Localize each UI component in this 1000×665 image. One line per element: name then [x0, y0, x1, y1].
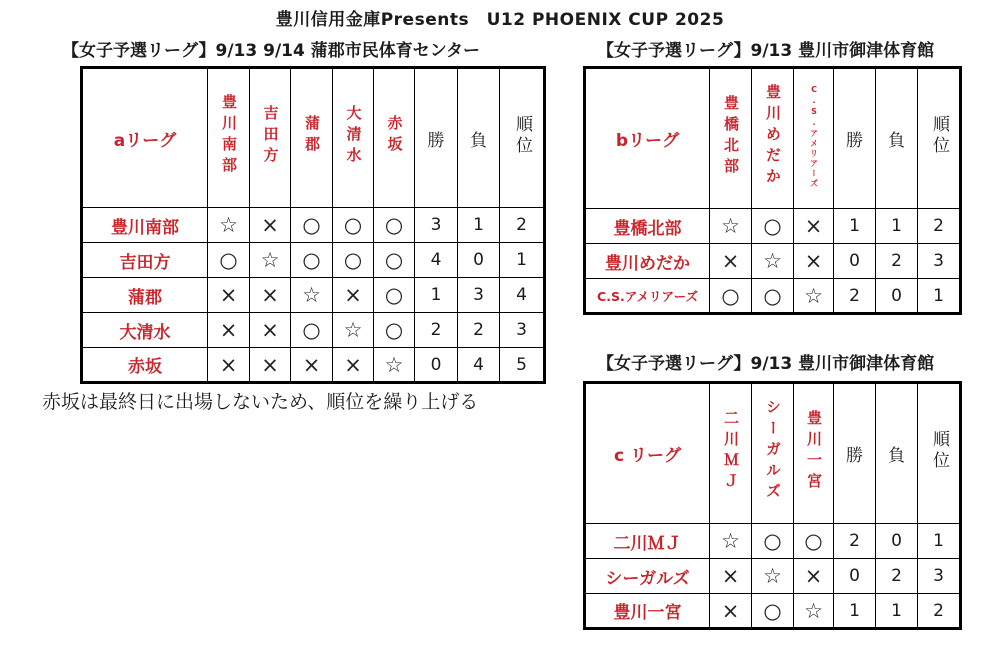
team-name-cell: 豊川めだか: [585, 244, 710, 279]
match-result-cell: ☆: [710, 524, 752, 559]
opponent-header: [208, 68, 250, 208]
rank-cell: 2: [500, 208, 545, 243]
opponent-header: [794, 68, 834, 209]
match-result-cell: ☆: [710, 209, 752, 244]
opponent-header-label: 豊川めだか: [764, 84, 782, 189]
match-result-cell: ×: [250, 348, 291, 383]
team-name-cell: 蒲郡: [82, 278, 208, 313]
losses-cell: 1: [458, 208, 500, 243]
match-result-cell: ×: [710, 244, 752, 279]
rank-header-label: 順位: [929, 430, 949, 472]
match-result-cell: ○: [291, 243, 333, 278]
wins-cell: 1: [415, 278, 458, 313]
team-name-cell: 赤坂: [82, 348, 208, 383]
opponent-header: [752, 383, 794, 524]
team-name-cell: 豊川南部: [82, 208, 208, 243]
losses-cell: 1: [876, 209, 918, 244]
league-c-header-row: [585, 383, 961, 524]
losses-cell: 3: [458, 278, 500, 313]
opponent-header-label: 豊橋北部: [722, 94, 740, 179]
match-result-cell: ☆: [333, 313, 374, 348]
league-a-table: [80, 66, 546, 384]
league-a-header-row: [82, 68, 545, 208]
table-row: [585, 594, 961, 629]
match-result-cell: ○: [208, 243, 250, 278]
rank-cell: 1: [918, 524, 961, 559]
match-result-cell: ×: [333, 278, 374, 313]
team-name-cell: 二川ＭＪ: [585, 524, 710, 559]
opponent-header: [710, 383, 752, 524]
match-result-cell: ○: [374, 208, 415, 243]
match-result-cell: ☆: [794, 594, 834, 629]
match-result-cell: ○: [374, 243, 415, 278]
match-result-cell: ×: [794, 209, 834, 244]
match-result-cell: ○: [794, 524, 834, 559]
opponent-header-label: 赤坂: [385, 115, 404, 157]
table-row: [585, 559, 961, 594]
opponent-header-label: シーガルズ: [764, 399, 782, 504]
league-b-subtitle: 【女子予選リーグ】9/13 豊川市御津体育館: [597, 41, 935, 61]
team-name-cell: 豊川一宮: [585, 594, 710, 629]
table-row: [585, 244, 961, 279]
league-b-header-row: [585, 68, 961, 209]
team-name-cell: 豊橋北部: [585, 209, 710, 244]
match-result-cell: ☆: [794, 279, 834, 314]
wins-header: 勝: [834, 68, 876, 209]
league-b-table: [583, 66, 962, 315]
rank-header-label: 順位: [512, 114, 532, 157]
table-row: [585, 279, 961, 314]
opponent-header: [291, 68, 333, 208]
league-c-subtitle: 【女子予選リーグ】9/13 豊川市御津体育館: [597, 354, 935, 374]
opponent-header-label: 豊川一宮: [805, 409, 823, 494]
match-result-cell: ×: [794, 244, 834, 279]
match-result-cell: ○: [752, 594, 794, 629]
match-result-cell: ○: [752, 279, 794, 314]
rank-cell: 3: [500, 313, 545, 348]
opponent-header: [710, 68, 752, 209]
match-result-cell: ☆: [752, 244, 794, 279]
losses-header: 負: [876, 68, 918, 209]
league-b-label: bリーグ: [585, 68, 710, 209]
team-name-cell: C.S.アメリアーズ: [585, 279, 710, 314]
match-result-cell: ○: [752, 209, 794, 244]
league-a-subtitle: 【女子予選リーグ】9/13 9/14 蒲郡市民体育センター: [62, 41, 481, 61]
opponent-header-label: 吉田方: [261, 104, 280, 168]
rank-cell: 2: [918, 209, 961, 244]
match-result-cell: ×: [208, 348, 250, 383]
wins-header: 勝: [834, 383, 876, 524]
rank-cell: 1: [500, 243, 545, 278]
table-row: [585, 524, 961, 559]
page-title: 豊川信用金庫Presents U12 PHOENIX CUP 2025: [275, 10, 725, 30]
league-a-note: 赤坂は最終日に出場しないため、順位を繰り上げる: [42, 391, 479, 413]
team-name-cell: 大清水: [82, 313, 208, 348]
match-result-cell: ○: [291, 313, 333, 348]
table-row: [82, 208, 545, 243]
match-result-cell: ○: [333, 243, 374, 278]
rank-cell: 3: [918, 559, 961, 594]
opponent-header: [374, 68, 415, 208]
table-row: [82, 278, 545, 313]
match-result-cell: ○: [333, 208, 374, 243]
team-name-cell: シーガルズ: [585, 559, 710, 594]
match-result-cell: ×: [291, 348, 333, 383]
wins-cell: 4: [415, 243, 458, 278]
table-row: [82, 243, 545, 278]
losses-cell: 1: [876, 594, 918, 629]
match-result-cell: ☆: [374, 348, 415, 383]
losses-header: 負: [876, 383, 918, 524]
match-result-cell: ☆: [291, 278, 333, 313]
match-result-cell: ○: [291, 208, 333, 243]
rank-cell: 3: [918, 244, 961, 279]
league-a-label: aリーグ: [82, 68, 208, 208]
match-result-cell: ×: [208, 313, 250, 348]
match-result-cell: ○: [752, 524, 794, 559]
match-result-cell: ☆: [250, 243, 291, 278]
opponent-header: [794, 383, 834, 524]
match-result-cell: ○: [374, 313, 415, 348]
match-result-cell: ×: [710, 594, 752, 629]
rank-header-label: 順位: [929, 115, 949, 157]
rank-cell: 1: [918, 279, 961, 314]
table-row: [82, 348, 545, 383]
losses-cell: 4: [458, 348, 500, 383]
wins-cell: 0: [834, 559, 876, 594]
match-result-cell: ×: [208, 278, 250, 313]
league-c-table: [583, 381, 962, 630]
opponent-header-label: 蒲郡: [303, 115, 321, 157]
losses-cell: 0: [876, 279, 918, 314]
losses-header: 負: [458, 68, 500, 208]
match-result-cell: ×: [250, 208, 291, 243]
league-c-label: c リーグ: [585, 383, 710, 524]
opponent-header-label: 大清水: [344, 104, 363, 168]
rank-cell: 5: [500, 348, 545, 383]
wins-header: 勝: [415, 68, 458, 208]
opponent-header-label: 二川ＭＪ: [722, 409, 740, 494]
match-result-cell: ☆: [208, 208, 250, 243]
opponent-header: [752, 68, 794, 209]
losses-cell: 2: [876, 244, 918, 279]
match-result-cell: ○: [710, 279, 752, 314]
opponent-header: [250, 68, 291, 208]
rank-header: [918, 383, 961, 524]
match-result-cell: ×: [710, 559, 752, 594]
rank-cell: 2: [918, 594, 961, 629]
table-row: [585, 209, 961, 244]
opponent-header-label: 豊川南部: [220, 94, 238, 178]
match-result-cell: ×: [250, 278, 291, 313]
wins-cell: 0: [415, 348, 458, 383]
team-name-cell: 吉田方: [82, 243, 208, 278]
match-result-cell: ×: [250, 313, 291, 348]
losses-cell: 0: [458, 243, 500, 278]
rank-cell: 4: [500, 278, 545, 313]
losses-cell: 0: [876, 524, 918, 559]
wins-cell: 1: [834, 594, 876, 629]
wins-cell: 3: [415, 208, 458, 243]
wins-cell: 0: [834, 244, 876, 279]
wins-cell: 1: [834, 209, 876, 244]
match-result-cell: ☆: [752, 559, 794, 594]
rank-header: [918, 68, 961, 209]
opponent-header-label: C.S.アメリアーズ: [809, 84, 819, 189]
losses-cell: 2: [458, 313, 500, 348]
match-result-cell: ○: [374, 278, 415, 313]
losses-cell: 2: [876, 559, 918, 594]
match-result-cell: ×: [333, 348, 374, 383]
wins-cell: 2: [834, 279, 876, 314]
wins-cell: 2: [415, 313, 458, 348]
rank-header: [500, 68, 545, 208]
wins-cell: 2: [834, 524, 876, 559]
table-row: [82, 313, 545, 348]
match-result-cell: ×: [794, 559, 834, 594]
opponent-header: [333, 68, 374, 208]
